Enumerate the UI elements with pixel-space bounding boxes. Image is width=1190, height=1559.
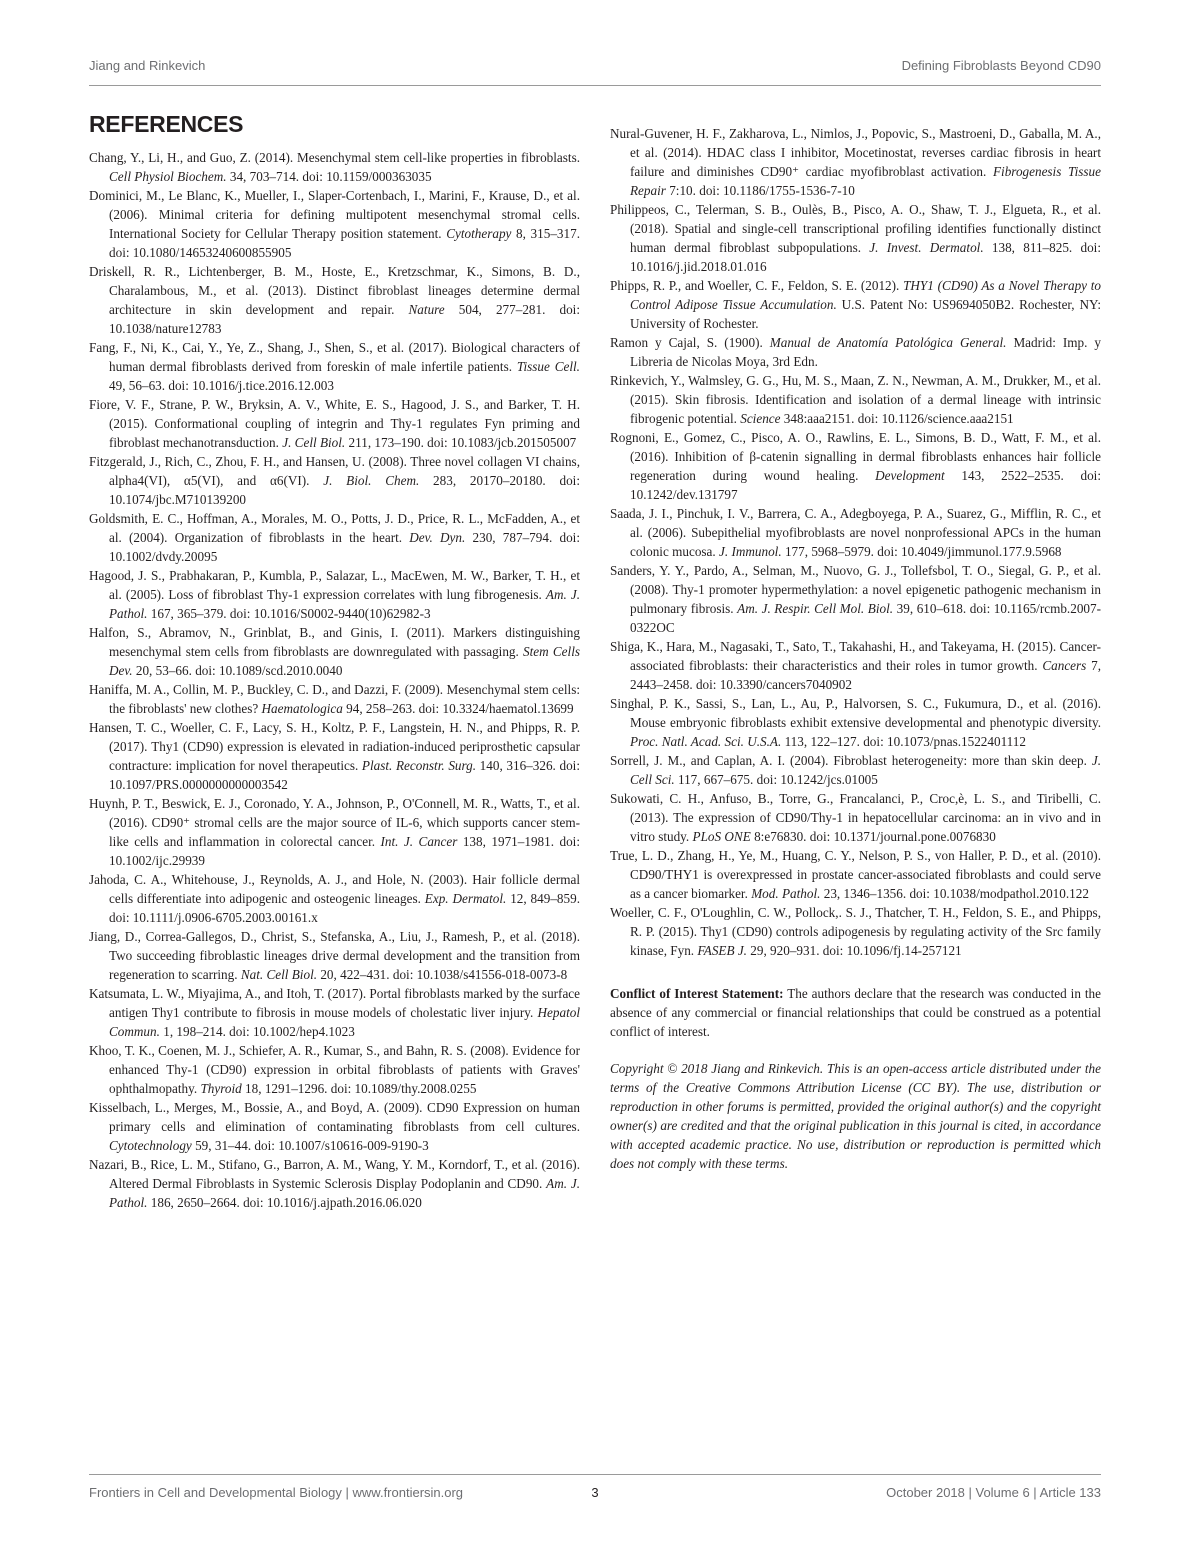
reference-text: Jahoda, C. A., Whitehouse, J., Reynolds, A. J., and Hole, N. (2003). Hair follicle dermal cells differentiate into adipogenic and osteogenic lineages. — [89, 872, 580, 906]
reference-item — [89, 680, 580, 718]
reference-item — [89, 186, 580, 262]
reference-journal: Stem Cells Dev. — [109, 644, 580, 678]
reference-text: Saada, J. I., Pinchuk, I. V., Barrera, C. A., Adegboyega, P. A., Suarez, G., Mifflin, R. C., et al. (2006). Subepithelial myofibroblasts are novel nonprofessional APCs in the human colonic mucosa. — [610, 506, 1101, 559]
reference-item — [89, 338, 580, 395]
reference-text: Fiore, V. F., Strane, P. W., Bryksin, A. V., White, E. S., Hagood, J. S., and Barker, T. H. (2015). Conformational coupling of integrin and Thy-1 regulates Fyn priming and fibroblast mechanotransduction. — [89, 397, 580, 450]
reference-text: Chang, Y., Li, H., and Guo, Z. (2014). Mesenchymal stem cell-like properties in fibroblasts. — [89, 150, 580, 165]
reference-journal: Exp. Dermatol. — [424, 891, 507, 906]
reference-details: 1, 198–214. doi: 10.1002/hep4.1023 — [159, 1024, 355, 1039]
reference-details: 283, 20170–20180. doi: 10.1074/jbc.M710139200 — [109, 473, 580, 507]
reference-journal: Mod. Pathol. — [751, 886, 821, 901]
reference-journal: Cancers — [1042, 658, 1087, 673]
reference-text: Khoo, T. K., Coenen, M. J., Schiefer, A. R., Kumar, S., and Bahn, R. S. (2008). Evidence for enhanced Thy-1 (CD90) expression in orbital fibroblasts of patients with Graves' ophthalmopathy. — [89, 1043, 580, 1096]
reference-details: 20, 422–431. doi: 10.1038/s41556-018-0073-8 — [317, 967, 568, 982]
reference-text: Hagood, J. S., Prabhakaran, P., Kumbla, P., Salazar, L., MacEwen, M. W., Barker, T. H., et al. (2005). Loss of fibroblast Thy-1 expression correlates with lung fibrogenesis. — [89, 568, 580, 602]
reference-item — [89, 1155, 580, 1212]
reference-item — [610, 428, 1101, 504]
reference-item — [89, 794, 580, 870]
reference-text: Nazari, B., Rice, L. M., Stifano, G., Barron, A. M., Wang, Y. M., Korndorf, T., et al. (2016). Altered Dermal Fibroblasts in Systemic Sclerosis Display Podoplanin and CD90. — [89, 1157, 580, 1191]
reference-list-left — [89, 148, 580, 1212]
reference-item — [89, 984, 580, 1041]
reference-journal: Plast. Reconstr. Surg. — [361, 758, 477, 773]
running-header — [89, 55, 1101, 86]
reference-item — [610, 789, 1101, 846]
reference-details: 12, 849–859. doi: 10.1111/j.0906-6705.2003.00161.x — [109, 891, 581, 925]
reference-item — [610, 124, 1101, 200]
reference-text: Singhal, P. K., Sassi, S., Lan, L., Au, P., Halvorsen, S. C., Fukumura, D., et al. (2016). Mouse embryonic fibroblasts exhibit extensive developmental and phenotypic diversity. — [610, 696, 1101, 730]
reference-details: 39, 610–618. doi: 10.1165/rcmb.2007-0322OC — [630, 601, 1101, 635]
reference-text: Halfon, S., Abramov, N., Grinblat, B., and Ginis, I. (2011). Markers distinguishing mesenchymal stem cells from fibroblasts are downregulated with passaging. — [89, 625, 580, 659]
reference-item — [610, 846, 1101, 903]
reference-text: Driskell, R. R., Lichtenberger, B. M., Hoste, E., Kretzschmar, K., Simons, B. D., Charalambous, M., et al. (2013). Distinct fibroblast lineages determine dermal architecture in skin development and repair. — [89, 264, 580, 317]
reference-journal: Manual de Anatomía Patológica General. — [769, 335, 1007, 350]
reference-text: Sanders, Y. Y., Pardo, A., Selman, M., Nuovo, G. J., Tollefsbol, T. O., Siegal, G. P., et al. (2008). Thy-1 promoter hypermethylation: a novel epigenetic pathogenic mechanism in pulmonary fibrosis. — [610, 563, 1101, 616]
reference-details: U.S. Patent No: US9694050B2. Rochester, NY: University of Rochester. — [630, 297, 1101, 331]
reference-details: 18, 1291–1296. doi: 10.1089/thy.2008.0255 — [241, 1081, 477, 1096]
reference-text: Goldsmith, E. C., Hoffman, A., Morales, M. O., Potts, J. D., Price, R. L., McFadden, A., et al. (2004). Organization of fibroblasts in the heart. — [89, 511, 580, 545]
reference-details: 23, 1346–1356. doi: 10.1038/modpathol.2010.122 — [820, 886, 1089, 901]
reference-item — [89, 395, 580, 452]
reference-journal: Am. J. Pathol. — [109, 1176, 580, 1210]
reference-journal: Science — [740, 411, 781, 426]
reference-list-right — [610, 124, 1101, 960]
reference-details: 211, 173–190. doi: 10.1083/jcb.201505007 — [345, 435, 577, 450]
reference-item — [89, 148, 580, 186]
reference-journal: Haematologica — [261, 701, 343, 716]
reference-details: 94, 258–263. doi: 10.3324/haematol.13699 — [342, 701, 574, 716]
reference-item — [610, 694, 1101, 751]
reference-journal: Development — [875, 468, 945, 483]
reference-details: 348:aaa2151. doi: 10.1126/science.aaa2151 — [780, 411, 1014, 426]
reference-text: Fitzgerald, J., Rich, C., Zhou, F. H., and Hansen, U. (2008). Three novel collagen VI chains, alpha4(VI), α5(VI), and α6(VI). — [89, 454, 580, 488]
copyright-statement: Copyright © 2018 Jiang and Rinkevich. This is an open-access article distributed under the terms of the Creative Commons Attribution License (CC BY). The use, distribution or reproduction in other forums is permitted, provided the original author(s) and the copyright owner(s) are credited and that the original publication in this journal is cited, in accordance with accepted academic practice. No use, distribution or reproduction is permitted which does not comply with these terms. — [610, 1061, 1101, 1171]
reference-details: 59, 31–44. doi: 10.1007/s10616-009-9190-3 — [191, 1138, 429, 1153]
reference-journal: PLoS ONE — [692, 829, 751, 844]
reference-details: 7, 2443–2458. doi: 10.3390/cancers7040902 — [630, 658, 1101, 692]
reference-text: Ramon y Cajal, S. (1900). — [610, 335, 770, 350]
reference-item — [610, 751, 1101, 789]
reference-item — [89, 1098, 580, 1155]
reference-item — [89, 870, 580, 927]
left-column — [89, 111, 581, 1212]
header-title: Defining Fibroblasts Beyond CD90 — [901, 58, 1101, 73]
reference-journal: J. Cell Sci. — [630, 753, 1101, 787]
reference-item — [610, 561, 1101, 637]
reference-text: Haniffa, M. A., Collin, M. P., Buckley, C. D., and Dazzi, F. (2009). Mesenchymal stem cells: the fibroblasts' new clothes? — [89, 682, 580, 716]
reference-journal: Cytotechnology — [109, 1138, 192, 1153]
reference-details: 49, 56–63. doi: 10.1016/j.tice.2016.12.003 — [109, 378, 334, 393]
reference-details: 7:10. doi: 10.1186/1755-1536-7-10 — [665, 183, 855, 198]
footer-issue: October 2018 | Volume 6 | Article 133 — [886, 1485, 1101, 1500]
right-column — [610, 124, 1101, 1173]
reference-item — [610, 276, 1101, 333]
reference-details: 140, 316–326. doi: 10.1097/PRS.0000000000003542 — [109, 758, 581, 792]
reference-journal: J. Biol. Chem. — [323, 473, 420, 488]
reference-text: Dominici, M., Le Blanc, K., Mueller, I., Slaper-Cortenbach, I., Marini, F., Krause, D., et al. (2006). Minimal criteria for defining multipotent mesenchymal stromal cells. International Society for Cellular Therapy position statement. — [89, 188, 580, 241]
reference-item — [610, 504, 1101, 561]
reference-item — [89, 566, 580, 623]
footer-journal: Frontiers in Cell and Developmental Biology | www.frontiersin.org — [89, 1485, 464, 1500]
reference-item — [610, 637, 1101, 694]
reference-text: Philippeos, C., Telerman, S. B., Oulès, B., Pisco, A. O., Shaw, T. J., Elgueta, R., et al. (2018). Spatial and single-cell transcriptional profiling identifies functionally distinct human dermal fibroblast subpopulations. — [610, 202, 1101, 255]
reference-text: True, L. D., Zhang, H., Ye, M., Huang, C. Y., Nelson, P. S., von Haller, P. D., et al. (2010). CD90/THY1 is overexpressed in prostate cancer-associated fibroblasts and could serve as a cancer biomarker. — [610, 848, 1101, 901]
reference-text: Sukowati, C. H., Anfuso, B., Torre, G., Francalanci, P., Croc,è, L. S., and Tiribelli, C. (2013). The expression of CD90/Thy-1 in hepatocellular carcinoma: an in vivo and in vitro study. — [610, 791, 1101, 844]
reference-details: 117, 667–675. doi: 10.1242/jcs.01005 — [674, 772, 878, 787]
reference-details: 138, 811–825. doi: 10.1016/j.jid.2018.01.016 — [630, 240, 1101, 274]
reference-details: 177, 5968–5979. doi: 10.4049/jimmunol.177.9.5968 — [781, 544, 1062, 559]
reference-journal: THY1 (CD90) As a Novel Therapy to Control Adipose Tissue Accumulation. — [630, 278, 1102, 312]
reference-item — [89, 509, 580, 566]
reference-journal: Am. J. Respir. Cell Mol. Biol. — [737, 601, 894, 616]
reference-text: Woeller, C. F., O'Loughlin, C. W., Pollock,. S. J., Thatcher, T. H., Feldon, S. E., and Phipps, R. P. (2015). Thy1 (CD90) controls adipogenesis by regulating activity of the Src family kinase, Fyn. — [610, 905, 1101, 958]
references-heading: REFERENCES — [89, 111, 244, 137]
reference-text: Kisselbach, L., Merges, M., Bossie, A., and Boyd, A. (2009). CD90 Expression on human primary cells and elimination of contaminating fibroblasts from cell cultures. — [89, 1100, 580, 1134]
reference-text: Katsumata, L. W., Miyajima, A., and Itoh, T. (2017). Portal fibroblasts marked by the surface antigen Thy1 contribute to fibrosis in mouse models of cholestatic liver injury. — [89, 986, 581, 1020]
reference-text: Phipps, R. P., and Woeller, C. F., Feldon, S. E. (2012). — [610, 278, 904, 293]
reference-text: Huynh, P. T., Beswick, E. J., Coronado, Y. A., Johnson, P., O'Connell, M. R., Watts, T., et al. (2016). CD90⁺ stromal cells are the major source of IL-6, which supports cancer stem-like cells and inflammation in colorectal cancer. — [89, 796, 580, 849]
reference-item — [610, 333, 1101, 371]
reference-details: 8, 315–317. doi: 10.1080/14653240600855905 — [109, 226, 580, 260]
reference-text: Jiang, D., Correa-Gallegos, D., Christ, S., Stefanska, A., Liu, J., Ramesh, P., et al. (2018). Two succeeding fibroblastic lineages drive dermal development and the transition from regeneration to scarring. — [89, 929, 580, 982]
reference-text: Rinkevich, Y., Walmsley, G. G., Hu, M. S., Maan, Z. N., Newman, A. M., Drukker, M., et al. (2015). Skin fibrosis. Identification and isolation of a dermal lineage with intrinsic fibrogenic potential. — [610, 373, 1101, 426]
reference-journal: Thyroid — [200, 1081, 242, 1096]
reference-details: 8:e76830. doi: 10.1371/journal.pone.0076830 — [750, 829, 996, 844]
reference-details: 186, 2650–2664. doi: 10.1016/j.ajpath.2016.06.020 — [147, 1195, 422, 1210]
reference-text: Shiga, K., Hara, M., Nagasaki, T., Sato, T., Takahashi, H., and Takeyama, H. (2015). Cancer-associated fibroblasts: their characteristics and their roles in tumor growth. — [610, 639, 1101, 673]
page-footer — [89, 1474, 1101, 1505]
reference-details: 138, 1971–1981. doi: 10.1002/ijc.29939 — [109, 834, 581, 868]
reference-journal: J. Invest. Dermatol. — [869, 240, 984, 255]
reference-journal: Cytotherapy — [446, 226, 512, 241]
reference-details: 20, 53–66. doi: 10.1089/scd.2010.0040 — [132, 663, 343, 678]
conflict-statement — [610, 984, 1101, 1041]
reference-details: Madrid: Imp. y Libreria de Nicolas Moya, 3rd Edn. — [630, 335, 1101, 369]
reference-journal: Fibrogenesis Tissue Repair — [630, 164, 1101, 198]
conflict-label: Conflict of Interest Statement: — [610, 986, 784, 1001]
reference-journal: FASEB J. — [697, 943, 747, 958]
reference-details: 34, 703–714. doi: 10.1159/000363035 — [226, 169, 432, 184]
reference-journal: Cell Physiol Biochem. — [109, 169, 227, 184]
reference-item — [89, 927, 580, 984]
reference-item — [89, 718, 580, 794]
reference-text: Hansen, T. C., Woeller, C. F., Lacy, S. H., Koltz, P. F., Langstein, H. N., and Phipps, R. P. (2017). Thy1 (CD90) expression is elevated in radiation-induced periprosthetic capsular contracture: implication for novel therapeutics. — [89, 720, 580, 773]
reference-journal: Dev. Dyn. — [409, 530, 466, 545]
reference-journal: Am. J. Pathol. — [109, 587, 580, 621]
page-number: 3 — [591, 1485, 599, 1500]
reference-details: 504, 277–281. doi: 10.1038/nature12783 — [109, 302, 580, 336]
reference-item — [89, 623, 580, 680]
reference-text: Rognoni, E., Gomez, C., Pisco, A. O., Rawlins, E. L., Simons, B. D., Watt, F. M., et al. (2016). Inhibition of β-catenin signalling in dermal fibroblasts enhances hair follicle regeneration during wound healing. — [610, 430, 1101, 483]
reference-journal: J. Immunol. — [719, 544, 782, 559]
reference-details: 230, 787–794. doi: 10.1002/dvdy.20095 — [109, 530, 580, 564]
reference-item — [89, 262, 580, 338]
reference-item — [610, 903, 1101, 960]
reference-item — [89, 452, 580, 509]
reference-details: 167, 365–379. doi: 10.1016/S0002-9440(10)62982-3 — [147, 606, 431, 621]
reference-details: 113, 122–127. doi: 10.1073/pnas.1522401112 — [781, 734, 1026, 749]
reference-journal: Int. J. Cancer — [380, 834, 458, 849]
reference-item — [89, 1041, 580, 1098]
reference-item — [610, 200, 1101, 276]
reference-text: Sorrell, J. M., and Caplan, A. I. (2004). Fibroblast heterogeneity: more than skin deep. — [610, 753, 1092, 768]
reference-text: Fang, F., Ni, K., Cai, Y., Ye, Z., Shang, J., Shen, S., et al. (2017). Biological characters of human dermal fibroblasts derived from foreskin of male infertile patients. — [89, 340, 580, 374]
reference-text: Nural-Guvener, H. F., Zakharova, L., Nimlos, J., Popovic, S., Mastroeni, D., Gaballa, M. A., et al. (2014). HDAC class I inhibitor, Mocetinostat, reverses cardiac fibrosis in heart failure and diminishes CD90⁺ cardiac myofibroblast activation. — [610, 126, 1101, 179]
reference-details: 29, 920–931. doi: 10.1096/fj.14-257121 — [746, 943, 962, 958]
reference-journal: Hepatol Commun. — [109, 1005, 580, 1039]
reference-journal: Nature — [408, 302, 445, 317]
header-authors: Jiang and Rinkevich — [89, 58, 206, 73]
reference-journal: Tissue Cell. — [516, 359, 580, 374]
reference-item — [610, 371, 1101, 428]
reference-journal: Nat. Cell Biol. — [240, 967, 318, 982]
reference-journal: Proc. Natl. Acad. Sci. U.S.A. — [630, 734, 782, 749]
reference-details: 143, 2522–2535. doi: 10.1242/dev.131797 — [630, 468, 1101, 502]
conflict-text: The authors declare that the research was conducted in the absence of any commercial or financial relationships that could be construed as a potential conflict of interest. — [610, 986, 1102, 1039]
reference-journal: J. Cell Biol. — [282, 435, 346, 450]
